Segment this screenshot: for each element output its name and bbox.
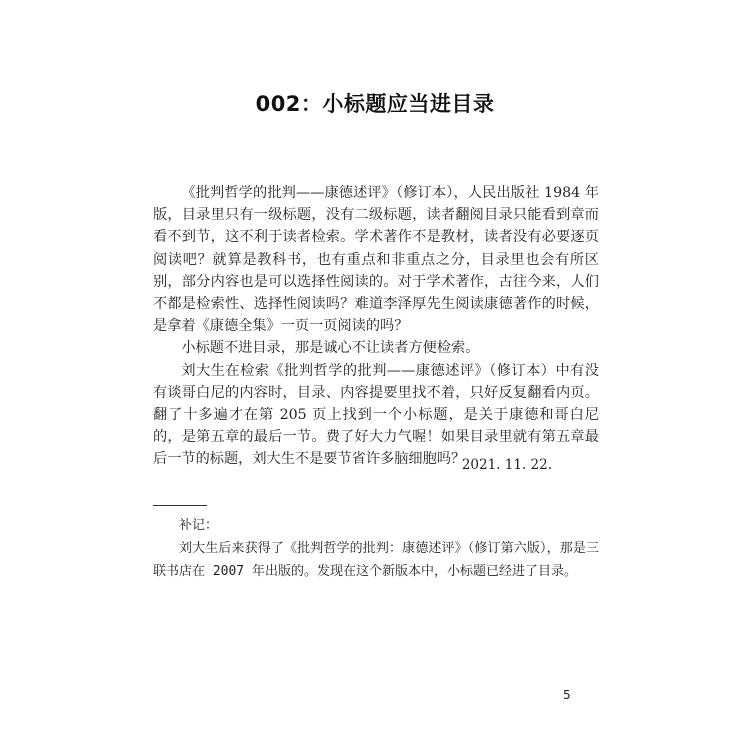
page-number: 5: [563, 688, 571, 702]
supplement-text: 刘大生后来获得了《批判哲学的批判：康德述评》（修订第六版），那是三联书店在 2007 年出版的。发现在这个新版本中，小标题已经进了目录。: [153, 541, 599, 579]
date-signature: 2021. 11. 22.: [461, 457, 552, 473]
separator-rule: [153, 505, 207, 506]
supplement-heading: 补记：: [179, 518, 219, 533]
supplement-note: [153, 514, 599, 583]
body-text: [153, 182, 599, 471]
paragraph-3: 刘大生在检索《批判哲学的批判——康德述评》（修订本）中有没有谈哥白尼的内容时，目录、内容提要里找不着，只好反复翻看内页。翻了十多遍才在第 205 页上找到一个小标题，是关于康德和哥白尼的，是第五章的最后一节。费了好大力气喔！如果目录里就有第五章最后一节的标题，刘大生不是要节省许多脑细胞吗？: [153, 362, 599, 468]
paragraph-1: 《批判哲学的批判——康德述评》（修订本），人民出版社 1984 年版，目录里只有一级标题，没有二级标题，读者翻阅目录只能看到章而看不到节，这不利于读者检索。学术著作不是教材，读者没有必要逐页阅读吧？就算是教科书，也有重点和非重点之分，目录里也会有所区别，部分内容也是可以选择性阅读的。对于学术著作，古往今来，人们不都是检索性、选择性阅读吗？难道李泽厚先生阅读康德著作的时候，是拿着《康德全集》一页一页阅读的吗？: [153, 185, 599, 335]
page-title: 002：小标题应当进目录: [255, 92, 495, 116]
paragraph-2: 小标题不进目录，那是诚心不让读者方便检索。: [181, 340, 480, 357]
